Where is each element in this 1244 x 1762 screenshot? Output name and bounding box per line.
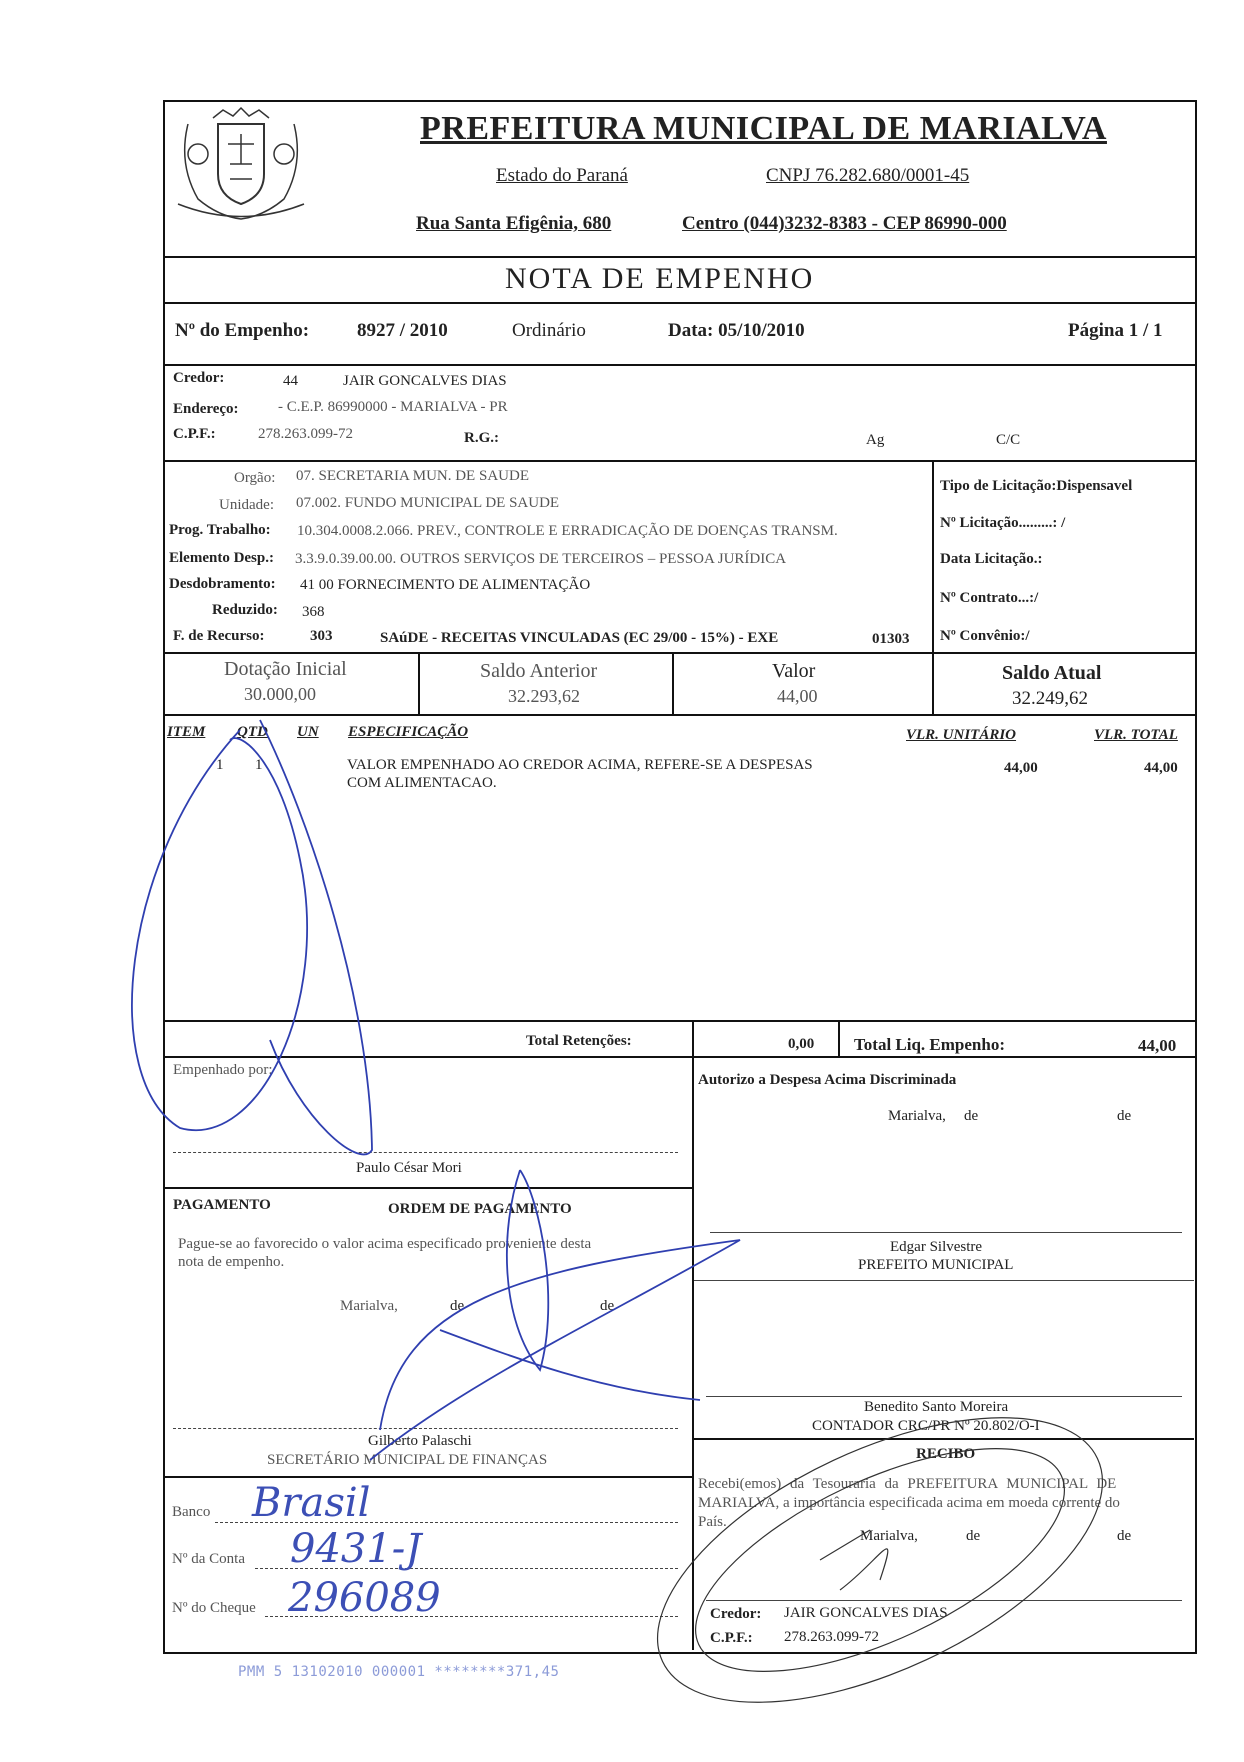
- elemento-value: 3.3.9.0.39.00.00. OUTROS SERVIÇOS DE TERCEIROS – PESSOA JURÍDICA: [295, 551, 787, 567]
- pagamento-role: SECRETÁRIO MUNICIPAL DE FINANÇAS: [267, 1452, 548, 1468]
- autorizo-place: Marialva,: [888, 1108, 946, 1124]
- cheque-value: 296089: [288, 1575, 441, 1621]
- autorizo-de-1: de: [964, 1108, 979, 1124]
- col-item: ITEM: [167, 724, 206, 740]
- recurso-num: 01303: [872, 631, 910, 647]
- dotacao-label: Dotação Inicial: [224, 658, 347, 680]
- pagamento-label: PAGAMENTO: [173, 1197, 271, 1213]
- row-qtd: 1: [255, 757, 263, 773]
- pagamento-de-1: de: [450, 1298, 465, 1314]
- saldo-atual-value: 32.249,62: [1012, 688, 1088, 709]
- reduzido-value: 368: [302, 604, 325, 620]
- licitacao-tipo: Tipo de Licitação:Dispensavel: [940, 478, 1133, 494]
- banco-value: Brasil: [252, 1480, 371, 1526]
- liquido-value: 44,00: [1138, 1036, 1177, 1055]
- cc-label: C/C: [996, 432, 1021, 448]
- empenho-type: Ordinário: [512, 320, 586, 341]
- recibo-credor-label: Credor:: [710, 1606, 762, 1622]
- district-phone-cep: Centro (044)3232-8383 - CEP 86990-000: [682, 213, 1007, 234]
- col-vlr-unitario: VLR. UNITÁRIO: [906, 727, 1017, 743]
- banco-label: Banco: [172, 1504, 211, 1520]
- col-vlr-total: VLR. TOTAL: [1094, 727, 1178, 743]
- saldo-atual-label: Saldo Atual: [1002, 662, 1102, 684]
- credor-address: - C.E.P. 86990000 - MARIALVA - PR: [278, 399, 508, 415]
- recurso-label: F. de Recurso:: [173, 628, 265, 644]
- reduzido-label: Reduzido:: [212, 602, 278, 618]
- liquido-label: Total Liq. Empenho:: [854, 1035, 1005, 1054]
- pagamento-de-2: de: [600, 1298, 615, 1314]
- recibo-place: Marialva,: [860, 1528, 918, 1544]
- row-desc-line2: COM ALIMENTACAO.: [347, 775, 497, 791]
- credor-code: 44: [283, 373, 298, 389]
- empenho-date: Data: 05/10/2010: [668, 320, 805, 341]
- credor-cpf: 278.263.099-72: [258, 426, 353, 442]
- contrato-number: Nº Contrato...:/: [940, 590, 1039, 606]
- prog-value: 10.304.0008.2.066. PREV., CONTROLE E ERRADICAÇÃO DE DOENÇAS TRANSM.: [297, 523, 838, 539]
- recibo-text-1: Recebi(emos) da Tesouraria da PREFEITURA MUNICIPAL DE: [698, 1476, 1117, 1492]
- cnpj: CNPJ 76.282.680/0001-45: [766, 165, 970, 186]
- recibo-cpf-label: C.P.F.:: [710, 1630, 753, 1646]
- col-qtd: QTD: [237, 724, 268, 740]
- recibo-cpf-value: 278.263.099-72: [784, 1629, 879, 1645]
- document-title: NOTA DE EMPENHO: [505, 262, 815, 295]
- pagamento-signer: Gilberto Palaschi: [368, 1433, 472, 1449]
- prefeito-name: Edgar Silvestre: [890, 1239, 983, 1255]
- ag-label: Ag: [866, 432, 885, 448]
- prefeito-role: PREFEITO MUNICIPAL: [858, 1257, 1014, 1273]
- empenho-label: Nº do Empenho:: [175, 320, 310, 341]
- recibo-de-1: de: [966, 1528, 981, 1544]
- recibo-title: RECIBO: [916, 1446, 976, 1462]
- unidade-label: Unidade:: [219, 497, 274, 513]
- row-item: 1: [216, 757, 224, 773]
- pagamento-place: Marialva,: [340, 1298, 398, 1314]
- retencoes-label: Total Retenções:: [526, 1033, 632, 1049]
- row-unit-value: 44,00: [1004, 760, 1038, 776]
- ordem-pagamento: ORDEM DE PAGAMENTO: [388, 1201, 572, 1217]
- empenhado-signer: Paulo César Mori: [356, 1160, 462, 1176]
- col-especificacao: ESPECIFICAÇÃO: [348, 724, 469, 740]
- rg-label: R.G.:: [464, 430, 499, 446]
- autorizo-de-2: de: [1117, 1108, 1132, 1124]
- orgao-label: Orgão:: [234, 470, 276, 486]
- recibo-credor-name: JAIR GONCALVES DIAS: [784, 1605, 948, 1621]
- recibo-text-2: MARIALVA, a importância especificada acima em moeda corrente do: [698, 1495, 1120, 1511]
- unidade-value: 07.002. FUNDO MUNICIPAL DE SAUDE: [296, 495, 560, 511]
- cpf-label: C.P.F.:: [173, 426, 216, 442]
- desdobramento-value: 41 00 FORNECIMENTO DE ALIMENTAÇÃO: [300, 577, 591, 593]
- row-desc-line1: VALOR EMPENHADO AO CREDOR ACIMA, REFERE-SE A DESPESAS: [347, 757, 813, 773]
- conta-label: Nº da Conta: [172, 1551, 245, 1567]
- valor-value: 44,00: [777, 686, 818, 706]
- dotacao-value: 30.000,00: [244, 684, 316, 704]
- state-name: Estado do Paraná: [496, 165, 628, 186]
- licitacao-numero: Nº Licitação.........: /: [940, 515, 1066, 531]
- orgao-value: 07. SECRETARIA MUN. DE SAUDE: [296, 468, 529, 484]
- pagamento-text-1: Pague-se ao favorecido o valor acima especificado proveniente desta: [178, 1236, 592, 1252]
- bank-stamp: PMM 5 13102010 000001 ********371,45: [238, 1664, 560, 1680]
- contador-name: Benedito Santo Moreira: [864, 1399, 1009, 1415]
- recurso-desc: SAúDE - RECEITAS VINCULADAS (EC 29/00 - 15%) - EXE: [380, 630, 779, 646]
- contador-role: CONTADOR CRC/PR Nº 20.802/O-I: [812, 1418, 1040, 1434]
- empenhado-label: Empenhado por:: [173, 1062, 273, 1078]
- autorizo-label: Autorizo a Despesa Acima Discriminada: [698, 1072, 957, 1088]
- valor-label: Valor: [772, 660, 816, 682]
- coat-of-arms-emblem: [168, 104, 314, 224]
- retencoes-value: 0,00: [788, 1036, 815, 1052]
- prog-label: Prog. Trabalho:: [169, 522, 271, 538]
- cheque-label: Nº do Cheque: [172, 1600, 256, 1616]
- desdobramento-label: Desdobramento:: [169, 576, 276, 592]
- credor-label: Credor:: [173, 370, 225, 386]
- recibo-de-2: de: [1117, 1528, 1132, 1544]
- conta-value: 9431-J: [290, 1526, 422, 1572]
- page-number: Página 1 / 1: [1068, 320, 1163, 341]
- credor-name: JAIR GONCALVES DIAS: [343, 373, 507, 389]
- org-name: PREFEITURA MUNICIPAL DE MARIALVA: [420, 110, 1107, 147]
- address-label: Endereço:: [173, 401, 239, 417]
- col-un: UN: [297, 724, 319, 740]
- empenho-number: 8927 / 2010: [357, 320, 448, 341]
- anterior-label: Saldo Anterior: [480, 660, 598, 682]
- recurso-code: 303: [310, 628, 333, 644]
- row-total-value: 44,00: [1144, 760, 1178, 776]
- recibo-text-3: País.: [698, 1514, 727, 1530]
- elemento-label: Elemento Desp.:: [169, 550, 274, 566]
- pagamento-text-2: nota de empenho.: [178, 1254, 285, 1270]
- address: Rua Santa Efigênia, 680: [416, 213, 612, 234]
- convenio-number: Nº Convênio:/: [940, 628, 1030, 644]
- anterior-value: 32.293,62: [508, 686, 580, 706]
- licitacao-data: Data Licitação.:: [940, 551, 1043, 567]
